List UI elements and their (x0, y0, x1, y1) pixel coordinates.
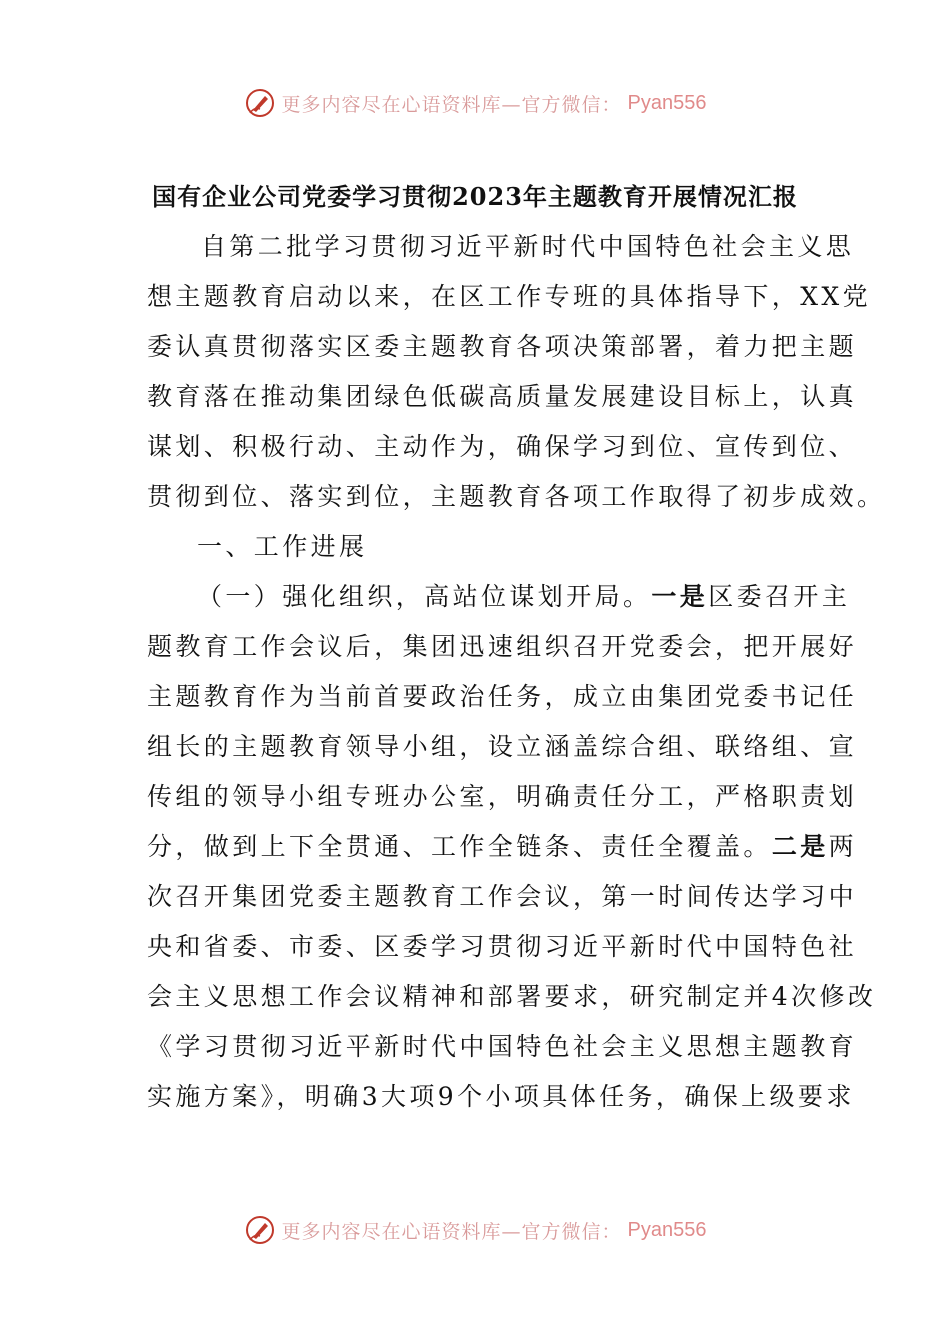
pen-logo-icon (244, 1214, 276, 1246)
text-run: 两 (828, 832, 858, 861)
pen-logo-icon (244, 87, 276, 119)
document-body (147, 222, 886, 1122)
paragraph-line: 会主义思想工作会议精神和部署要求，研究制定并4次修改 (147, 982, 877, 1011)
watermark-banner-bottom (0, 1210, 950, 1250)
banner-brand: Pyan556 (627, 91, 707, 114)
paragraph-line: 《学习贯彻习近平新时代中国特色社会主义思想主题教育 (147, 1032, 858, 1061)
banner-brand: Pyan556 (627, 1218, 707, 1241)
paragraph-line: 传组的领导小组专班办公室，明确责任分工，严格职责划 (147, 782, 858, 811)
banner-text: 更多内容尽在心语资料库—官方微信： (281, 1220, 622, 1243)
paragraph-line: 央和省委、市委、区委学习贯彻习近平新时代中国特色社 (147, 932, 858, 961)
paragraph-line: 次召开集团党委主题教育工作会议，第一时间传达学习中 (147, 882, 858, 911)
banner-text: 更多内容尽在心语资料库—官方微信： (281, 93, 622, 116)
paragraph-line: 主题教育作为当前首要政治任务，成立由集团党委书记任 (147, 682, 858, 711)
paragraph-line: 贯彻到位、落实到位，主题教育各项工作取得了初步成效。 (147, 482, 886, 511)
document-title: 国有企业公司党委学习贯彻2023年主题教育开展情况汇报 (152, 182, 798, 211)
paragraph-line: 想主题教育启动以来，在区工作专班的具体指导下，XX党 (147, 282, 871, 311)
section-heading: 一、工作进展 (197, 532, 368, 561)
paragraph-line: 委认真贯彻落实区委主题教育各项决策部署，着力把主题 (147, 332, 858, 361)
paragraph-line: 组长的主题教育领导小组，设立涵盖综合组、联络组、宣 (147, 732, 858, 761)
paragraph-line: 题教育工作会议后，集团迅速组织召开党委会，把开展好 (147, 632, 858, 661)
paragraph-line: 教育落在推动集团绿色低碳高质量发展建设目标上，认真 (147, 382, 858, 411)
paragraph-line: 实施方案》，明确3大项9个小项具体任务，确保上级要求 (147, 1082, 855, 1111)
paragraph-line: 谋划、积极行动、主动作为，确保学习到位、宣传到位、 (147, 432, 858, 461)
text-run: 区委召开主 (708, 582, 851, 611)
text-run: 分，做到上下全贯通、工作全链条、责任全覆盖。 (147, 832, 772, 861)
watermark-banner-top (0, 83, 950, 123)
paragraph-line (147, 572, 851, 622)
paragraph-line (147, 822, 858, 872)
bold-marker: 二是 (771, 832, 829, 861)
subsection-heading: （一）强化组织，高站位谋划开局。 (197, 582, 652, 611)
bold-marker: 一是 (651, 582, 709, 611)
paragraph-line: 自第二批学习贯彻习近平新时代中国特色社会主义思 (201, 232, 855, 261)
